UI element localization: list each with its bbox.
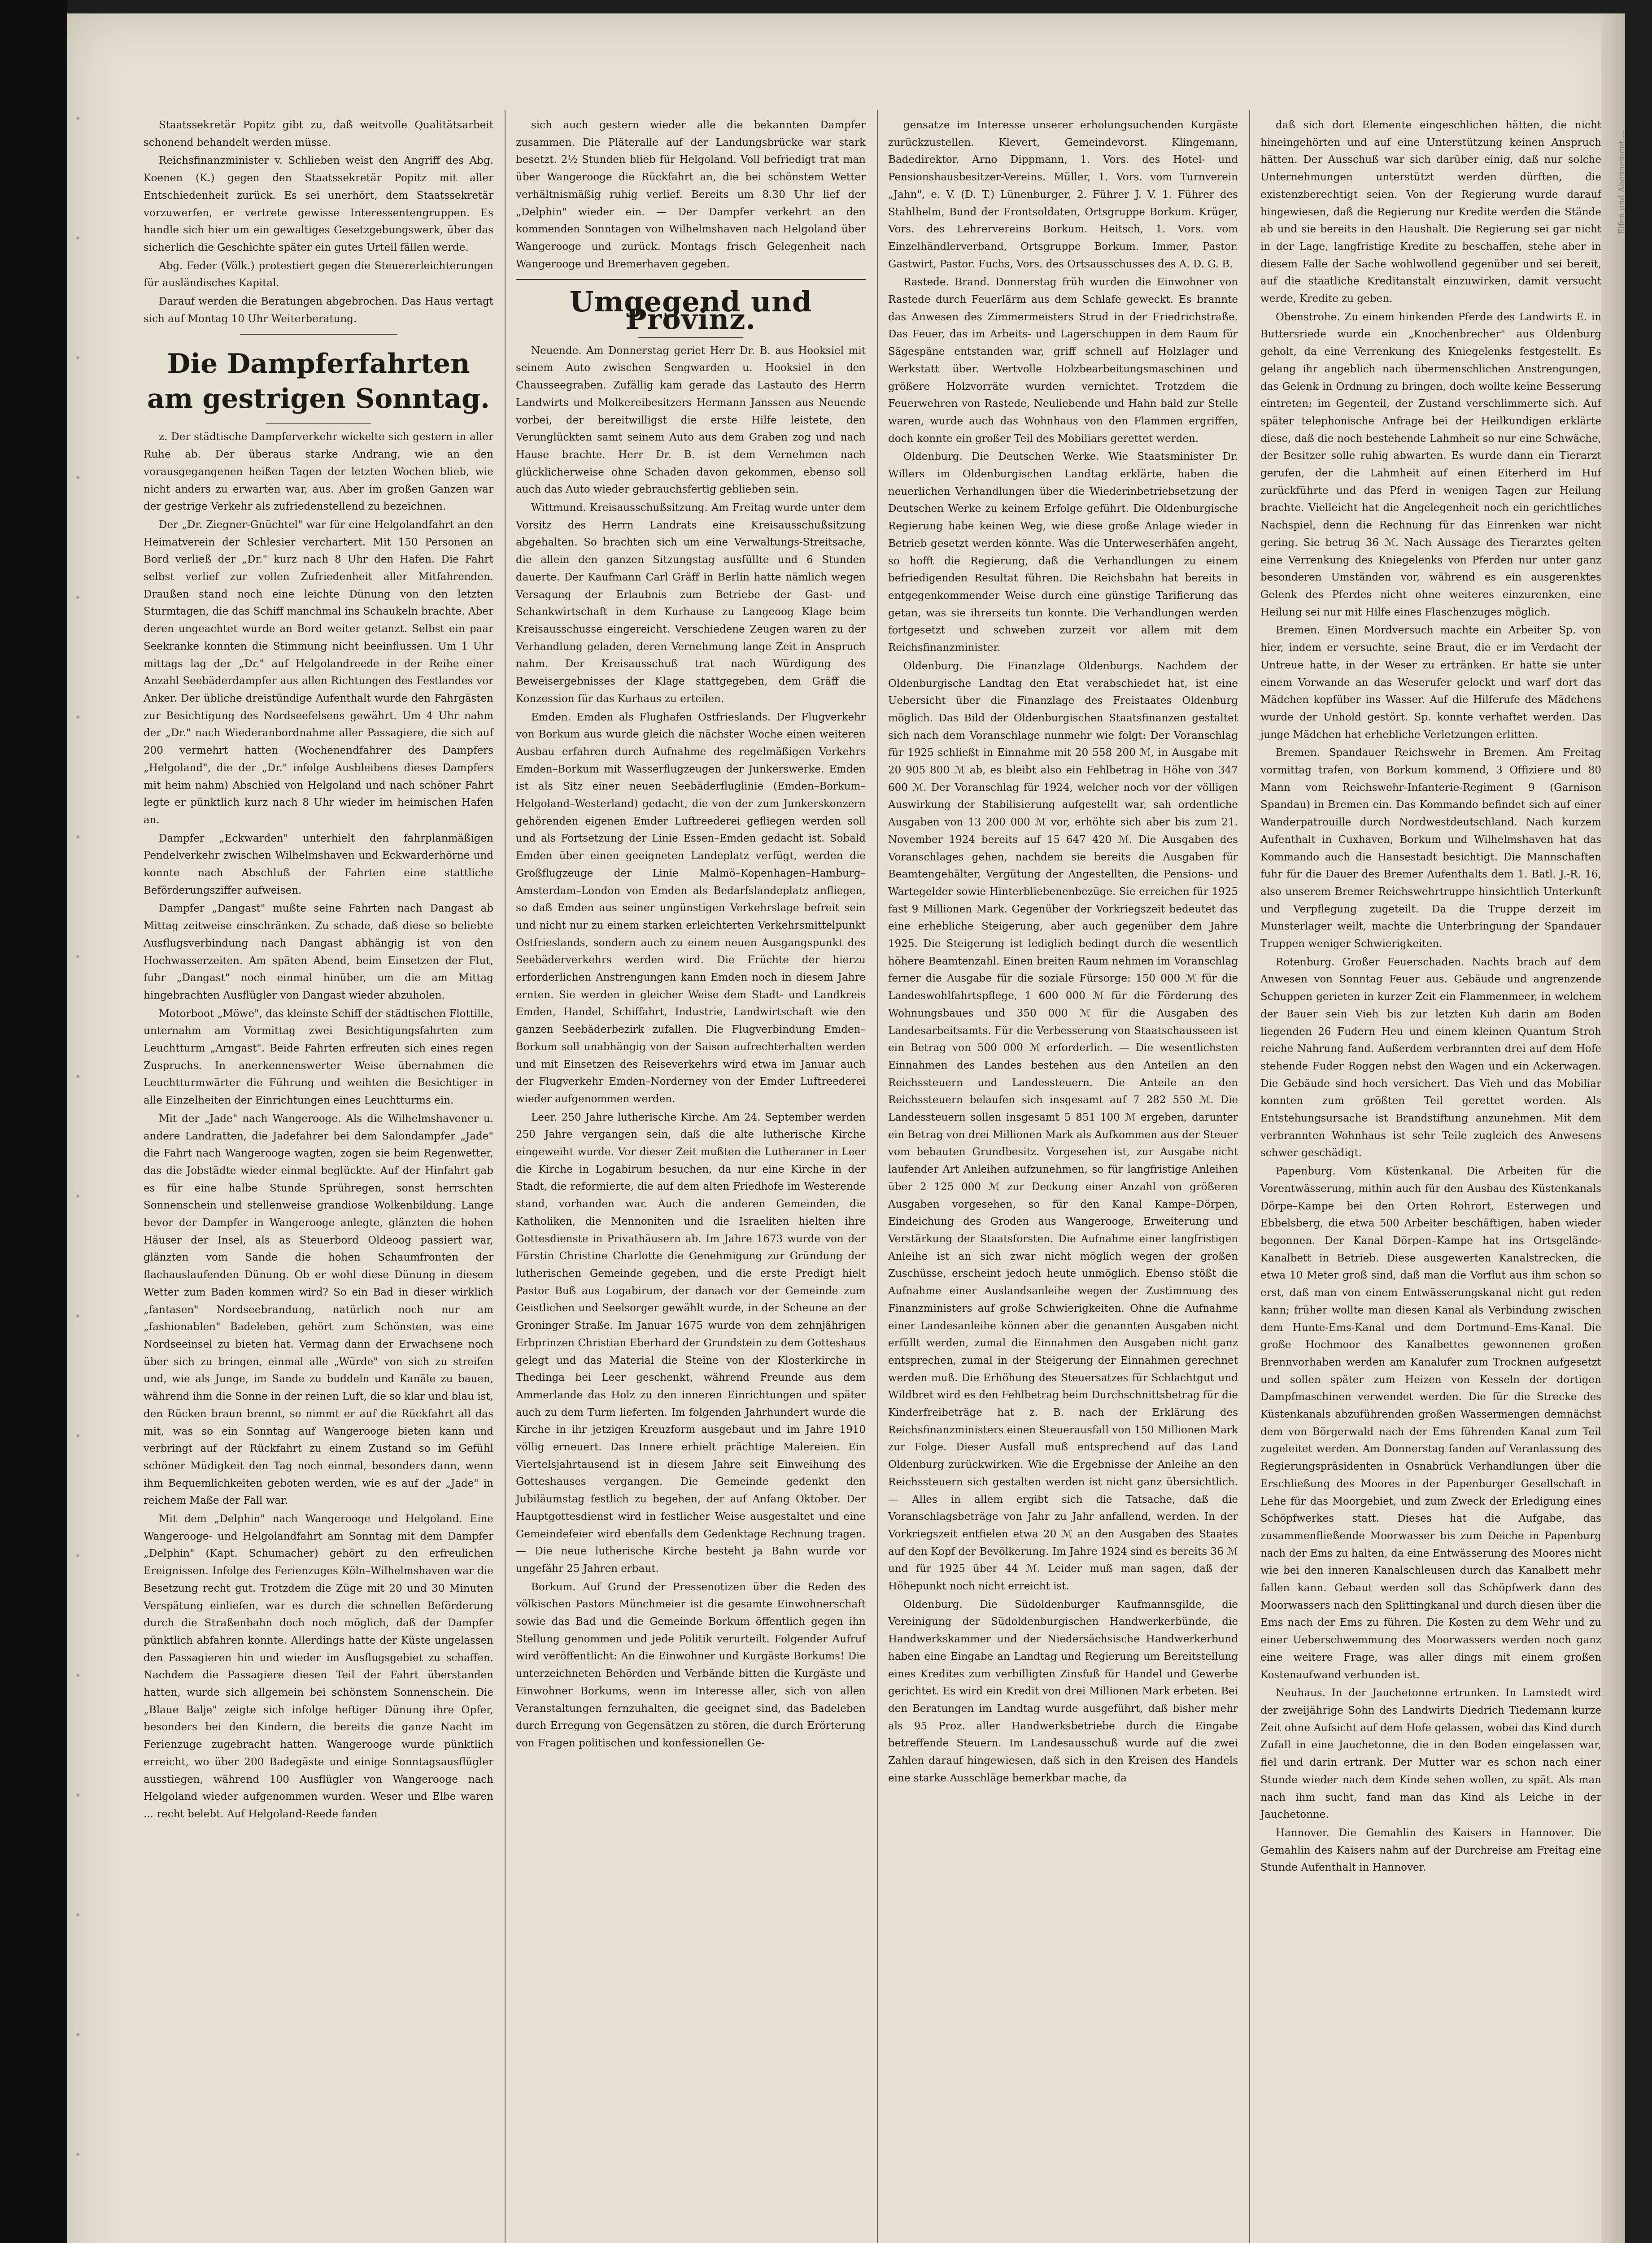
- article-paragraph: Neuhaus. In der Jauchetonne ertrunken. In Lamstedt wird der zweijährige Sohn des Landwirts Diedrich Tiedemann kurze Zeit ohne Aufsicht auf dem Hofe gelassen, wobei das Kind durch Zufall in eine Jauchetonne, die in den Boden eingelassen war, fiel und darin ertrank. Der Mutter war es schon nach einer Stunde wieder nach dem Kinde sehen wollen, zu spät. Als man nach ihm sucht, fand man das Kind als Leiche in der Jauchetonne.: [1260, 1687, 1601, 1821]
- headline-dampferfahrten: Die Dampferfahrten am gestrigen Sonntag.: [147, 348, 490, 415]
- article-paragraph: Papenburg. Vom Küstenkanal. Die Arbeiten für die Vorentwässerung, mithin auch für den Ausbau des Küstenkanals Dörpe–Kampe bei den Orten Rohrort, Esterwegen und Ebbelsberg, die etwa 500 Arbeiter beschäftigen, haben wieder begonnen. Der Kanal Dörpen–Kampe hat ins Ortsgelände-Kanalbett in Betrieb. Diese ausgewerten Kanalstrecken, die etwa 10 Meter groß sind, daß man die Vorflut aus ihm schon so erst, daß man von einem Entwässerungskanal nicht gut reden kann; früher wollte man diesen Kanal als Verbindung zwischen dem Hunte-Ems-Kanal und dem Dortmund–Ems-Kanal. Die große Hochmoor des Kanalbettes gewonnenen großen Brennvorhaben werden am Kanalufer zum Trocknen aufgesetzt und sollen später zum Heizen von Kesseln der dortigen Dampfmaschinen verwendet werden. Die für die Strecke des Küstenkanals abzuführenden großen Wassermengen demnächst dem von Börgerwald nach der Ems führenden Kanal zum Teil zugeleitet werden. Am Donnerstag fanden auf Veranlassung des Regierungspräsidenten in Osnabrück Verhandlungen über die Erschließung des Moores in der Papenburger Gesellschaft in Lehe für das Moorgebiet, und zum Zweck der Erledigung eines Schöpfwerkes statt. Dieses hat die Aufgabe, das zusammenfließende Moorwasser bis zum Deiche in Papenburg nach der Ems zu halten, da eine Entwässerung des Moores nicht wie bei den inneren Kanalschleusen durch das Kanalbett mehr fallen kann. Gebaut werden soll das Schöpfwerk dann des Moorwassers nach den Splittingkanal und durch diesen über die Ems nach der Ems zu führen. Die Kosten zu dem Wehr und zu einer Ueberschwemmung des Moorwassers werden noch ganz eine weitere Frage, was aller dings mit einem großen Kostenaufwand verbunden ist.: [1260, 1165, 1601, 1681]
- article-paragraph: Neuende. Am Donnerstag geriet Herr Dr. B. aus Hooksiel mit seinem Auto zwischen Sengwarden u. Hooksiel in den Chausseegraben. Zufällig kam gerade das Lastauto des Herrn Landwirts und Molkereibesitzers Hermann Janssen aus Neuende vorbei, der bereitwilligst die erste Hilfe leistete, den Verunglückten samt seinem Auto aus dem Graben zog und nach Hause brachte. Herr Dr. B. ist dem Vernehmen nach glücklicherweise ohne Schaden davon gekommen, ebenso soll auch das Auto wieder gebrauchsfertig geblieben sein.: [516, 345, 866, 496]
- column-2: [516, 117, 866, 1753]
- article-paragraph: Oldenburg. Die Deutschen Werke. Wie Staatsminister Dr. Willers im Oldenburgischen Landtag erklärte, haben die neuerlichen Verhandlungen über die Wiederinbetriebsetzung der Deutschen Werke zu keinem Erfolge geführt. Die Oldenburgische Regierung habe keinen Weg, wie diese große Anlage wieder in Betrieb gesetzt werden könnte. Was die Unterweserhäfen angeht, so hofft die Regierung, daß die Verhandlungen zu einem befriedigenden Resultat führen. Die Reichsbahn hat bereits in entgegenkommender Weise durch eine günstige Tarifierung das getan, was sie ihrerseits tun konnte. Die Verhandlungen werden fortgesetzt und schweben zurzeit vor allem mit dem Reichsfinanzminister.: [888, 451, 1238, 654]
- article-paragraph: Emden. Emden als Flughafen Ostfrieslands. Der Flugverkehr von Borkum aus wurde gleich die nächster Woche einen weiteren Ausbau erfahren durch Aufnahme des regelmäßigen Verkehrs Emden–Borkum mit Wasserflugzeugen der Junkerswerke. Emden ist als Sitz einer neuen Seebäderfluglinie (Emden–Borkum–Helgoland–Westerland) gedacht, die von der zum Junkerskonzern gehörenden eigenen Emder Luftreederei gefliegen werden soll und als Fortsetzung der Linie Essen–Emden gedacht ist. Sobald Emden über einen geeigneten Landeplatz verfügt, werden die Großflugzeuge der Linie Malmö–Kopenhagen–Hamburg–Amsterdam–London von Emden als Bedarfslandeplatz anfliegen, so daß Emden aus seiner ungünstigen Verkehrslage befreit sein und nicht nur zu einem starken erleichterten Verkehrsmittelpunkt Ostfrieslands, sondern auch zu einem neuen Ausgangspunkt des Seebäderverkehrs werden wird. Die Früchte der hierzu erforderlichen Anstrengungen kann Emden noch in diesem Jahre ernten. Sie werden in gleicher Weise dem Stadt- und Landkreis Emden, Handel, Schiffahrt, Industrie, Landwirtschaft wie den ganzen Seebäderbezirk zufallen. Die Flugverbindung Emden–Borkum soll unabhängig von der Saison aufrechterhalten werden und mit Einsetzen des Reiseverkehrs wird etwa im Januar auch der Flugverkehr Emden–Norderney von der Emder Luftreederei wieder aufgenommen werden.: [516, 711, 866, 1105]
- article-paragraph: Mit der „Jade" nach Wangerooge. Als die Wilhelmshavener u. andere Landratten, die Jadefahrer bei dem Salondampfer „Jade" die Fahrt nach Wangerooge wagten, zogen sie beim Regenwetter, das die Jobstädte wieder einmal beglückte. Auf der Hinfahrt gab es für eine halbe Stunde Sprühregen, sonst herrschten Sonnenschein und stellenweise grandiose Wolkenbildung. Lange bevor der Dampfer in Wangerooge anlegte, glänzten die hohen Häuser der Insel, als as Steuerbord Oldeoog passiert war, glänzten vom Sande die hohen Schaumfronten der flachauslaufenden Dünung. Ob er wohl diese Dünung in diesem Wetter zum Baden kommen wird? So ein Bad in dieser wirklich „fantasen" Nordseebrandung, natürlich noch nur am „fashionablen" Badeleben, gehört zum Schönsten, was eine Nordseeinsel zu bieten hat. Vermag dann der Erwachsene noch über sich zu bringen, einmal alle „Würde" von sich zu streifen und, wie als Junge, im Sande zu buddeln und Kanäle zu bauen, während ihm die Sonne in der reinen Luft, die so klar und blau ist, den Rücken braun brennt, so nimmt er auf die Rückfahrt all das mit, was so ein Sonntag auf Wangerooge bieten kann und verbringt auf der Rückfahrt zu einem Zustand so im Gefühl schöner Müdigkeit den Tag noch einmal, besonders dann, wenn ihm Bequemlichkeiten geboten werden, wie es auf der „Jade" in reichem Maße der Fall war.: [144, 1113, 493, 1507]
- newspaper-page: [67, 13, 1625, 2243]
- article-paragraph: Rotenburg. Großer Feuerschaden. Nachts brach auf dem Anwesen von Sonntag Feuer aus. Gebäude und angrenzende Schuppen gerieten in kurzer Zeit ein Flammenmeer, in welchem der Bauer sein Vieh bis zur letzten Kuh darin am Boden liegenden 26 Fudern Heu und einem kleinen Quantum Stroh reiche Nahrung fand. Außerdem verbrannten drei auf dem Hofe stehende Fuder Roggen nebst den Wagen und ein Ackerwagen. Die Gebäude sind hoch versichert. Das Vieh und das Mobiliar konnten zum größten Teil gerettet werden. Als Entstehungsursache ist Brandstiftung anzunehmen. Mit dem verbrannten Wohnhaus ist sehr Teile zugleich des Anwesens schwer geschädigt.: [1260, 956, 1601, 1159]
- article-paragraph: Abg. Feder (Völk.) protestiert gegen die Steuererleichterungen für ausländisches Kapital.: [144, 260, 493, 289]
- article-paragraph: Darauf werden die Beratungen abgebrochen. Das Haus vertagt sich auf Montag 10 Uhr Weiterberatung.: [144, 296, 493, 325]
- headline-umgegend: Umgegend und Provinz.: [569, 285, 812, 336]
- article-paragraph: Reichsfinanzminister v. Schlieben weist den Angriff des Abg. Koenen (K.) gegen den Staatssekretär Popitz mit aller Entschiedenheit zurück. Es sei unerhört, dem Staatssekretär vorzuwerfen, er vertrete gewisse Interessentengruppen. Es handle sich hier um ein gewaltiges Gesetzgebungswerk, über das sicherlich die Geschichte später ein gutes Urteil fällen werde.: [144, 155, 493, 253]
- article-paragraph: Mit dem „Delphin" nach Wangerooge und Helgoland. Eine Wangerooge- und Helgolandfahrt am Sonntag mit dem Dampfer „Delphin" (Kapt. Schumacher) gehört zu den erfreulichen Ereignissen. Infolge des Ferienzuges Köln–Wilhelmshaven war die Besetzung recht gut. Trotzdem die Züge mit 20 und 30 Minuten Verspätung einliefen, war es durch die schnellen Beförderung durch die Straßenbahn doch noch möglich, daß der Dampfer pünktlich abfahren konnte. Allerdings hatte der Küste ungelassen den Passagieren hin und wieder im Ausflugsgebiet zu schaffen. Nachdem die Passagiere diesen Teil der Fahrt überstanden hatten, wurde sich allgemein bei schönstem Sonnenschein. Die „Blaue Balje" zeigte sich infolge heftiger Dünung ihre Opfer, besonders bei den Kindern, die bereits die ganze Nacht im Ferienzuge zugebracht hatten. Wangerooge wurde pünktlich erreicht, wo über 200 Badegäste und einige Sonntagsausflügler ausstiegen, während 100 Ausflügler von Wangerooge nach Helgoland wieder aufgenommen wurden. Weser und Elbe waren ... recht belebt. Auf Helgoland-Reede fanden: [144, 1513, 493, 1820]
- article-paragraph: Obenstrohe. Zu einem hinkenden Pferde des Landwirts E. in Buttersriede wurde ein „Knochenbrecher" aus Oldenburg geholt, da eine Verrenkung des Kniegelenks festgestellt. Es gelang ihr angeblich nach übermenschlichen Anstrengungen, das Gelenk in Ordnung zu bringen, doch wollte keine Besserung eintreten; im Gegenteil, der Zustand verschlimmerte sich. Auf später telephonische Anfrage bei der Heilkundigen erklärte diese, daß die noch bestehende Lahmheit so nur eine Schwäche, der Besitzer solle ruhig abwarten. Es wurde dann ein Tierarzt gerufen, der die Lahmheit auf einen Eiterherd im Huf zurückführte und das Pferd in wenigen Tagen zur Heilung brachte. Vielleicht hat die Angelegenheit noch ein gerichtliches Nachspiel, denn die Rechnung für das Einrenken war nicht gering. Sie betrug 36 ℳ. Nach Aussage des Tierarztes gelten eine Verrenkung des Kniegelenks von Pferden nur unter ganz besonderen Umständen vor, während es ein ausgerenktes Gelenk des Pferdes nicht ohne weiteres einzurenken, eine Heilung sei nur mit Hilfe eines Flaschenzuges möglich.: [1260, 311, 1601, 618]
- article-paragraph: Borkum. Auf Grund der Pressenotizen über die Reden des völkischen Pastors Münchmeier ist die gesamte Einwohnerschaft sowie das Bad und die Gemeinde Borkum öffentlich gegen ihn Stellung genommen und jede Politik verurteilt. Folgender Aufruf wird veröffentlicht: An die Einwohner und Kurgäste Borkums! Die unterzeichneten Behörden und Verbände bitten die Kurgäste und Einwohner Borkums, wenn im Interesse aller, sich von allen Veranstaltungen fernzuhalten, die geeignet sind, das Badeleben durch Erregung von Gegensätzen zu stören, die durch Erörterung von Fragen politischen und konfessionellen Ge-: [516, 1581, 866, 1749]
- column-4: [1260, 117, 1601, 1877]
- article-paragraph: Bremen. Spandauer Reichswehr in Bremen. Am Freitag vormittag trafen, von Borkum kommend, 3 Offiziere und 80 Mann vom Reichswehr-Infanterie-Regiment 9 (Garnison Spandau) in Bremen ein. Das Kommando befindet sich auf einer Wanderpatrouille durch Nordwestdeutschland. Nach kurzem Aufenthalt in Cuxhaven, Borkum und Wilhelmshaven hat das Kommando auch die Hansestadt besichtigt. Die Mannschaften fuhr für die Dauer des Bremer Aufenthalts dem 1. Batl. J.-R. 16, also unserem Bremer Reichswehrtruppe hinsichtlich Unterkunft und Verpflegung zugeteilt. Da die Truppe derzeit im Munsterlager weilt, machte die Unterbringung der Spandauer Truppen weniger Schwierigkeiten.: [1260, 747, 1601, 950]
- article-paragraph: Dampfer „Eckwarden" unterhielt den fahrplanmäßigen Pendelverkehr zwischen Wilhelmshaven und Eckwarderhörne und konnte nach Abschluß der Fahrten eine stattliche Beförderungsziffer aufweisen.: [144, 832, 493, 896]
- column-rule: [1249, 110, 1250, 2243]
- article-paragraph: gensatze im Interesse unserer erholungsuchenden Kurgäste zurückzustellen. Klevert, Gemeindevorst. Klingemann, Badedirektor. Arno Dippmann, 1. Vors. des Hotel- und Pensionshausbesitzer-Vereins. Müller, 1. Vors. vom Turnverein „Jahn", e. V. (D. T.) Lünenburger, 2. Führer J. V. 1. Führer des Stahlhelm, Bund der Frontsoldaten, Ortsgruppe Borkum. Krüger, Vors. des Lehrervereins Borkum. Heitsch, 1. Vors. vom Einzelhändlerverband, Ortsgruppe Borkum. Immer, Pastor. Gastwirt, Pastor. Fuchs, Vors. des Ortsausschusses des A. D. G. B.: [888, 119, 1238, 270]
- adjacent-page-edge: [1617, 130, 1625, 2243]
- article-paragraph: Oldenburg. Die Finanzlage Oldenburgs. Nachdem der Oldenburgische Landtag den Etat verabschiedet hat, ist eine Uebersicht über die Finanzlage des Freistaates Oldenburg möglich. Das Bild der Oldenburgischen Staatsfinanzen gestaltet sich nach dem Voranschlage nunmehr wie folgt: Der Voranschlag für 1925 schließt in Einnahme mit 20 558 200 ℳ, in Ausgabe mit 20 905 800 ℳ ab, es bleibt also ein Fehlbetrag in Höhe von 347 600 ℳ. Der Voranschlag für 1924, welcher noch vor der völligen Auswirkung der Stabilisierung aufgestellt war, sah ordentliche Ausgaben von 13 200 000 ℳ vor, erhöhte sich aber bis zum 21. November 1924 bereits auf 15 647 420 ℳ. Die Ausgaben des Voranschlages gehen, nachdem sie bereits die Ausgaben für Beamtengehälter, Vergütung der Angestellten, die Pensions- und Wartegelder sowie Hinterbliebenenbezüge. Sie erreichen für 1925 fast 9 Millionen Mark. Gegenüber der Vorkriegszeit bedeutet das eine erhebliche Steigerung, aber auch gegenüber dem Jahre 1925. Die Steigerung ist lediglich bedingt durch die wesentlich höhere Beamtenzahl. Einen breiten Raum nehmen im Voranschlag ferner die Ausgabe für die soziale Fürsorge: 150 000 ℳ für die Landeswohlfahrtspflege, 1 600 000 ℳ für die Förderung des Wohnungsbaues und 350 000 ℳ für die Ausgaben des Landesarbeitsamts. Für die Verbesserung von Staatschausseen ist ein Betrag von 500 000 ℳ erforderlich. — Die wesentlichsten Einnahmen des Landes bestehen aus den Anteilen an den Reichssteuern und Landessteuern. Die Anteile an den Reichssteuern belaufen sich insgesamt auf 7 282 550 ℳ. Die Landessteuern sollen insgesamt 5 851 100 ℳ ergeben, darunter ein Betrag von drei Millionen Mark als Aufkommen aus der Steuer vom bebauten Grundbesitz. Vorgesehen ist, zur Ausgabe nicht laufender Art Anleihen aufzunehmen, so für langfristige Anleihen über 2 125 000 ℳ zur Deckung einer Anzahl von größeren Ausgaben vorgesehen, so für den Kanal Kampe–Dörpen, Eindeichung des Groden aus Wangerooge, Erweiterung und Verstärkung der Staatsforsten. Die Aufnahme einer langfristigen Anleihe ist an sich zwar nicht möglich wegen der großen Zuschüsse, erscheint jedoch heute unmöglich. Ebenso stößt die Aufnahme einer Auslandsanleihe wegen der Zustimmung des Finanzministers auf große Schwierigkeiten. Ohne die Aufnahme einer Landesanleihe können aber die genannten Ausgaben nicht erfüllt werden, zumal die Einnahmen den Ausgaben nicht ganz entsprechen, zumal in der Steigerung der Einnahmen gerechnet werden muß. Die Erhöhung des Steuersatzes für Schlachtgut und Wildbret wird es den Fehlbetrag beim Durchschnittsbetrag für die Kinderfreibeträge hat z. B. nach der Erklärung des Reichsfinanzministers einen Steuerausfall von 150 Millionen Mark zur Folge. Dieser Ausfall muß entsprechend auf das Land Oldenburg zurückwirken. Wie die Ergebnisse der Anleihe an den Reichssteuern sich gestalten werden ist nicht ganz übersichtlich. — Alles in allem ergibt sich die Tatsache, daß die Voranschlagsbeträge von Jahr zu Jahr anfallend, werden. In der Vorkriegszeit entfielen etwa 20 ℳ an den Ausgaben des Staates auf den Kopf der Bevölkerung. Im Jahre 1924 sind es bereits 36 ℳ und für 1925 über 44 ℳ. Leider muß man sagen, daß der Höhepunkt noch nicht erreicht ist.: [888, 660, 1238, 1593]
- article-paragraph: Hannover. Die Gemahlin des Kaisers in Hannover. Die Gemahlin des Kaisers nahm auf der Durchreise am Freitag eine Stunde Aufenthalt in Hannover.: [1260, 1827, 1601, 1874]
- column-3: [888, 117, 1238, 1788]
- article-paragraph: Oldenburg. Die Südoldenburger Kaufmannsgilde, die Vereinigung der Südoldenburgischen Handwerkerbünde, die Handwerkskammer und der Niedersächsische Handwerkerbund haben eine Eingabe an Landtag und Regierung um Bereitstellung eines Kredites zum verbilligten Zinsfuß für Handel und Gewerbe gerichtet. Es wird ein Kredit von drei Millionen Mark erbeten. Bei den Beratungen im Landtag wurde ausgeführt, daß bisher mehr als 95 Proz. aller Handwerksbetriebe durch die Eingabe betreffende Steuern. Im Landesausschuß wurde auf die zwei Zahlen darauf hingewiesen, daß sich in den Kreisen des Handels eine starke Ausschläge bemerkbar mache, da: [888, 1598, 1238, 1784]
- column-rule: [877, 110, 878, 2243]
- separator: [266, 423, 371, 424]
- column-1: [144, 117, 493, 1824]
- article-paragraph: Rastede. Brand. Donnerstag früh wurden die Einwohner von Rastede durch Feuerlärm aus dem Schlafe geweckt. Es brannte das Anwesen des Zimmermeisters Strud in der Friedrichstraße. Das Feuer, das im Arbeits- und Lagerschuppen in dem Raum für Sägespäne entstanden war, griff schnell auf Holzlager und Werkstatt über. Wertvolle Holzbearbeitungsmaschinen und größere Holzvorräte wurden vernichtet. Trotzdem die Feuerwehren von Rastede, Neuliebende und Hahn bald zur Stelle waren, wurde auch das Wohnhaus von den Flammen ergriffen, doch konnte ein großer Teil des Mobiliars gerettet werden.: [888, 276, 1238, 445]
- article-paragraph: Wittmund. Kreisausschußsitzung. Am Freitag wurde unter dem Vorsitz des Herrn Landrats eine Kreisausschußsitzung abgehalten. So brachten sich um eine Verwaltungs-Streitsache, die allein den ganzen Sitzungstag ausfüllte und 6 Stunden dauerte. Der Kaufmann Carl Gräff in Berlin hatte nämlich wegen Versagung der Erlaubnis zum Betriebe der Gast- und Schankwirtschaft in dem Kurhause zu Langeoog Klage beim Kreisausschusse eingereicht. Verschiedene Zeugen waren zu der Verhandlung geladen, deren Vernehmung lange Zeit in Anspruch nahm. Der Kreisausschuß trat nach Würdigung des Beweisergebnisses der Klage stattgegeben, dem Gräff die Konzession für das Kurhaus zu erteilen.: [516, 502, 866, 705]
- scan-border: [0, 0, 67, 2243]
- article-paragraph: Motorboot „Möwe", das kleinste Schiff der städtischen Flottille, unternahm am Vormittag zwei Besichtigungsfahrten zum Leuchtturm „Arngast". Beide Fahrten erfreuten sich eines regen Zuspruchs. In anerkennenswerter Weise übernahmen die Leuchtturmwärter die Führung und weihten die Besichtiger in alle Einzelheiten der Einrichtungen eines Leuchtturms ein.: [144, 1008, 493, 1107]
- article-paragraph: Dampfer „Dangast" mußte seine Fahrten nach Dangast ab Mittag zeitweise einschränken. Zu schade, daß diese so beliebte Ausflugsverbindung nach Dangast abhängig ist von den Hochwasserzeiten. Am späten Abend, beim Einsetzen der Flut, fuhr „Dangast" noch einmal hinüber, um die am Mittag hingebrachten Ausflügler von Dangast wieder abzuholen.: [144, 903, 493, 1001]
- article-paragraph: Bremen. Einen Mordversuch machte ein Arbeiter Sp. von hier, indem er versuchte, seine Braut, die er im Verdacht der Untreue hatte, in der Weser zu ertränken. Er hatte sie unter einem Vorwande an das Weserufer gelockt und warf dort das Mädchen kopfüber ins Wasser. Auf die Hilferufe des Mädchens wurde der Unhold gestört. Sp. konnte verhaftet werden. Das junge Mädchen hat erhebliche Verletzungen erlitten.: [1260, 624, 1601, 741]
- column-rule: [505, 110, 506, 2243]
- article-paragraph: sich auch gestern wieder alle die bekannten Dampfer zusammen. Die Pläteralle auf der Landungsbrücke war stark besetzt. 2½ Stunden blieb für Helgoland. Voll befriedigt trat man über Wangerooge die Rückfahrt an, die bei schönstem Wetter verhältnismäßig ruhig verlief. Bereits um 8.30 Uhr lief der „Delphin" wieder ein. — Der Dampfer verkehrt an den kommenden Sonntagen von Wilhelmshaven nach Helgoland über Wangerooge und zurück. Montags frisch Gelegenheit nach Wangerooge und Bremerhaven gegeben.: [516, 119, 866, 270]
- article-paragraph: daß sich dort Elemente eingeschlichen hätten, die nicht hineingehörten und auf eine Unterstützung keinen Anspruch hätten. Der Ausschuß war sich darüber einig, daß nur solche Unternehmungen unterstützt werden dürften, die existenzberechtigt seien. Von der Regierung wurde darauf hingewiesen, daß die Regierung nur Kredite werden die Stände ab und sie bereits in den Haushalt. Die Regierung sei gar nicht in der Lage, langfristige Kredite zu beschaffen, stehe aber in diesem Falle der Sache wohlwollend gegenüber und sei bereit, auf die staatliche Kreditanstalt einzuwirken, damit versucht werde, Kredite zu geben.: [1260, 119, 1601, 305]
- adjacent-page-text: Elfen und Abonnement ...: [1617, 130, 1626, 235]
- article-paragraph: Der „Dr. Ziegner-Gnüchtel" war für eine Helgolandfahrt an den Heimatverein der Schlesier verchartert. Mit 150 Personen an Bord verließ der „Dr." kurz nach 8 Uhr den Hafen. Die Fahrt selbst verlief zur vollen Zufriedenheit aller Mitfahrenden. Draußen stand noch eine leichte Dünung von den letzten Sturmtagen, die das Schiff manchmal ins Schaukeln brachte. Aber deren ungeachtet wurde an Bord weiter getanzt. Selbst ein paar Seekranke konnten die Stimmung nicht beeinflussen. Um 1 Uhr mittags lag der „Dr." auf Helgolandreede in der Reihe einer Anzahl Seebäderdampfer aus allen Richtungen des Festlandes vor Anker. Der übliche dreistündige Aufenthalt wurde den Fahrgästen zur Besichtigung des Nordseefelsens gewährt. Um 4 Uhr nahm der „Dr." nach Wiederanbordnahme aller Passagiere, die sich auf 200 vermehrt hatten (Wochenendfahrer des Dampfers „Helgoland", die der „Dr." infolge Ausbleibens dieses Dampfers mit heim nahm) Abschied von Helgoland und nach schöner Fahrt legte er pünktlich kurz nach 8 Uhr wieder im heimischen Hafen an.: [144, 519, 493, 826]
- margin-marks: [76, 117, 83, 2243]
- article-paragraph: Staatssekretär Popitz gibt zu, daß weitvolle Qualitätsarbeit schonend behandelt werden müsse.: [144, 119, 493, 148]
- separator: [516, 279, 866, 280]
- article-paragraph: z. Der städtische Dampferverkehr wickelte sich gestern in aller Ruhe ab. Der überaus starke Andrang, wie an den vorausgegangenen heißen Tagen der letzten Wochen blieb, wie nicht anders zu erwarten war, aus. Aber im großen Ganzen war der gestrige Verkehr als zufriedenstellend zu bezeichnen.: [144, 431, 493, 513]
- separator: [638, 337, 743, 338]
- article-paragraph: Leer. 250 Jahre lutherische Kirche. Am 24. September werden 250 Jahre vergangen sein, daß die alte lutherische Kirche eingeweiht wurde. Vor dieser Zeit mußten die Lutheraner in Leer die Kirche in Logabirum besuchen, da nur eine Kirche in der Stadt, die reformierte, die auf dem alten Friedhofe im Westerende stand, vorhanden war. Auch die anderen Gemeinden, die Katholiken, die Mennoniten und die Israeliten hielten ihre Gottesdienste in Privathäusern ab. Im Jahre 1673 wurde von der Fürstin Christine Charlotte die Genehmigung zur Gründung der lutherischen Gemeinde gegeben, und die erste Predigt hielt Pastor Buß aus Logabirum, der danach vor der Gemeinde zum Geistlichen und Seelsorger gewählt wurde, in der Scheune an der Groninger Straße. Im Januar 1675 wurde von dem zehnjährigen Erbprinzen Christian Eberhard der Grundstein zu dem Gotteshaus gelegt und das Material die Steine von der Klosterkirche in Thedinga bei Leer geschenkt, während Freunde aus dem Ammerlande das Holz zu den inneren Einrichtungen und später auch zu dem Turm lieferten. Im folgenden Jahrhundert wurde die Kirche in ihr jetzigen Kreuzform ausgebaut und im Jahre 1910 völlig erneuert. Das Innere erhielt prächtige Malereien. Ein Viertelsjahrtausend ist in diesem Jahre seit Einweihung des Gotteshauses vergangen. Die Gemeinde gedenkt den Jubiläumstag festlich zu begehen, der auf Anfang Oktober. Der Hauptgottesdienst wird in festlicher Weise ausgestaltet und eine Gemeindefeier wird ebenfalls dem Gedenktage Rechnung tragen. — Die neue lutherische Kirche besteht ja Bahn wurde vor ungefähr 25 Jahren erbaut.: [516, 1111, 866, 1575]
- separator: [240, 334, 397, 335]
